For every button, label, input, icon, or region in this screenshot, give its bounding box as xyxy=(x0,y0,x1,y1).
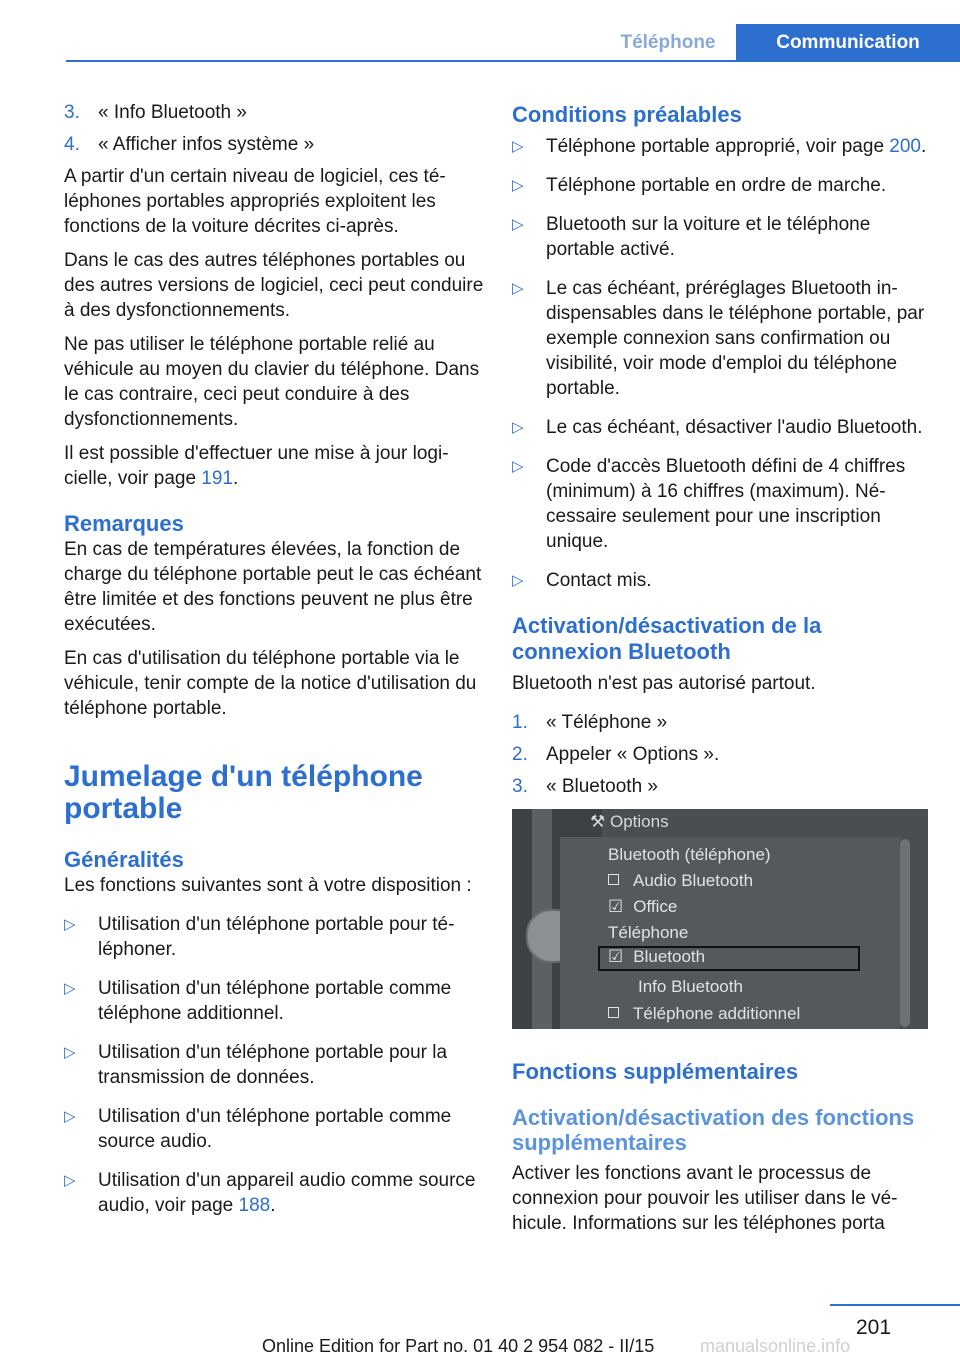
paragraph: Il est possible d'effectuer une mise à jour logicielle, voir page 191. xyxy=(64,443,449,489)
section-heading: Conditions préalables xyxy=(512,102,742,127)
list-item: ▷ Utilisation d'un téléphone portable comme source audio. xyxy=(64,1106,452,1152)
menu-row: Audio Bluetooth xyxy=(608,871,753,891)
checkbox-icon xyxy=(608,874,619,885)
subsection-heading: Activation/désactivation des fonctions supplémentaires xyxy=(512,1105,915,1155)
menu-row: Info Bluetooth xyxy=(638,977,743,996)
menu-row: Bluetooth (téléphone) xyxy=(608,845,771,864)
triangle-bullet-icon: ▷ xyxy=(64,1108,76,1125)
page-link[interactable]: 188 xyxy=(238,1195,271,1216)
page-number: 201 xyxy=(856,1316,892,1339)
step-item: 3. « Bluetooth » xyxy=(512,776,658,797)
paragraph: En cas d'utilisation du téléphone portable via le véhicule, tenir compte de la notice d'utilisation du téléphone portable. xyxy=(64,648,477,719)
section-heading: Remarques xyxy=(64,511,184,536)
paragraph: Activer les fonctions avant le processus de connexion pour pouvoir les utiliser dans le véhicule. Informations sur les téléphones porta xyxy=(512,1163,898,1234)
list-item: ▷ Utilisation d'un téléphone portable comme téléphone additionnel. xyxy=(64,978,452,1024)
footer-rule xyxy=(830,1304,960,1306)
menu-row: Téléphone xyxy=(608,923,689,942)
section-heading: Fonctions supplémentaires xyxy=(512,1059,799,1084)
chapter-heading: Jumelage d'un téléphone portable xyxy=(64,760,423,825)
step-item: 3. « Info Bluetooth » xyxy=(64,102,247,123)
page-link[interactable]: 191 xyxy=(201,468,233,489)
list-item: ▷ Bluetooth sur la voiture et le téléphone portable activé. xyxy=(512,214,871,260)
paragraph: A partir d'un certain niveau de logiciel, ces téléphones portables appropriés exploitent les fonctions de la voiture décrites ci-après. xyxy=(64,166,446,237)
list-item: ▷ Utilisation d'un téléphone portable pour la transmission de données. xyxy=(64,1042,448,1088)
scrollbar xyxy=(900,839,910,1027)
triangle-bullet-icon: ▷ xyxy=(512,138,524,155)
menu-row: Téléphone additionnel xyxy=(608,1004,800,1024)
paragraph: Dans le cas des autres téléphones portables ou des autres versions de logiciel, ceci peut conduire à des dysfonctionnements. xyxy=(64,250,484,321)
checkmark-icon: ☑ xyxy=(608,947,624,966)
list-item: ▷ Le cas échéant, désactiver l'audio Bluetooth. xyxy=(512,417,923,438)
menu-row: ☑ Office xyxy=(608,897,678,916)
triangle-bullet-icon: ▷ xyxy=(64,1044,76,1061)
paragraph: Bluetooth n'est pas autorisé partout. xyxy=(512,673,816,694)
triangle-bullet-icon: ▷ xyxy=(64,980,76,997)
checkmark-icon: ☑ xyxy=(608,897,624,916)
checkbox-icon xyxy=(608,1007,619,1018)
options-title: ⚒ Options xyxy=(590,812,669,831)
list-item: ▷ Utilisation d'un téléphone portable pour téléphoner. xyxy=(64,914,455,960)
triangle-bullet-icon: ▷ xyxy=(64,1172,76,1189)
paragraph: En cas de températures élevées, la fonction de charge du téléphone portable peut le cas échéant être limitée et des fonctions peuvent ne plus être exécutées. xyxy=(64,539,482,635)
left-column xyxy=(64,100,484,1225)
list-item: ▷ Téléphone portable approprié, voir page 200. xyxy=(512,136,927,157)
list-item: ▷ Téléphone portable en ordre de marche. xyxy=(512,175,887,196)
step-item: 2. Appeler « Options ». xyxy=(512,744,720,765)
triangle-bullet-icon: ▷ xyxy=(512,572,524,589)
triangle-bullet-icon: ▷ xyxy=(512,280,524,297)
step-item: 4. « Afficher infos système » xyxy=(64,134,315,155)
triangle-bullet-icon: ▷ xyxy=(512,419,524,436)
section-heading: Généralités xyxy=(64,847,184,872)
paragraph: Les fonctions suivantes sont à votre disposition : xyxy=(64,875,472,896)
list-item: ▷ Le cas échéant, préréglages Bluetooth indispensables dans le téléphone portable, par exemple connexion sans confirmation ou visibilité, voir mode d'emploi du téléphone portable. xyxy=(512,278,925,399)
step-item: 1. « Téléphone » xyxy=(512,712,668,733)
header-rule xyxy=(66,60,960,62)
section-heading: Activation/désactivation de la connexion Bluetooth xyxy=(512,613,822,664)
triangle-bullet-icon: ▷ xyxy=(512,177,524,194)
paragraph: Ne pas utiliser le téléphone portable relié au véhicule au moyen du clavier du téléphone. Dans le cas contraire, ceci peut conduire à des dysfonctionnements. xyxy=(64,334,480,430)
triangle-bullet-icon: ▷ xyxy=(64,916,76,933)
list-item: ▷ Code d'accès Bluetooth défini de 4 chiffres (minimum) à 16 chiffres (maximum). Nécessaire seulement pour une inscription unique. xyxy=(512,456,906,552)
header-chapter: Communication xyxy=(736,24,960,61)
page-link[interactable]: 200 xyxy=(889,136,921,157)
header-section: Téléphone xyxy=(620,32,716,53)
edition-text: Online Edition for Part no. 01 40 2 954 082 - II/15 xyxy=(262,1336,655,1356)
options-screenshot xyxy=(512,809,928,1029)
triangle-bullet-icon: ▷ xyxy=(512,216,524,233)
tools-icon: ⚒ xyxy=(590,812,606,831)
triangle-bullet-icon: ▷ xyxy=(512,458,524,475)
menu-row-selected: ☑ Bluetooth xyxy=(608,947,706,966)
list-item: ▷ Contact mis. xyxy=(512,570,652,591)
watermark: manualsonline.info xyxy=(700,1336,851,1356)
list-item: ▷ Utilisation d'un appareil audio comme source audio, voir page 188. xyxy=(64,1170,476,1216)
right-column xyxy=(512,100,932,1245)
